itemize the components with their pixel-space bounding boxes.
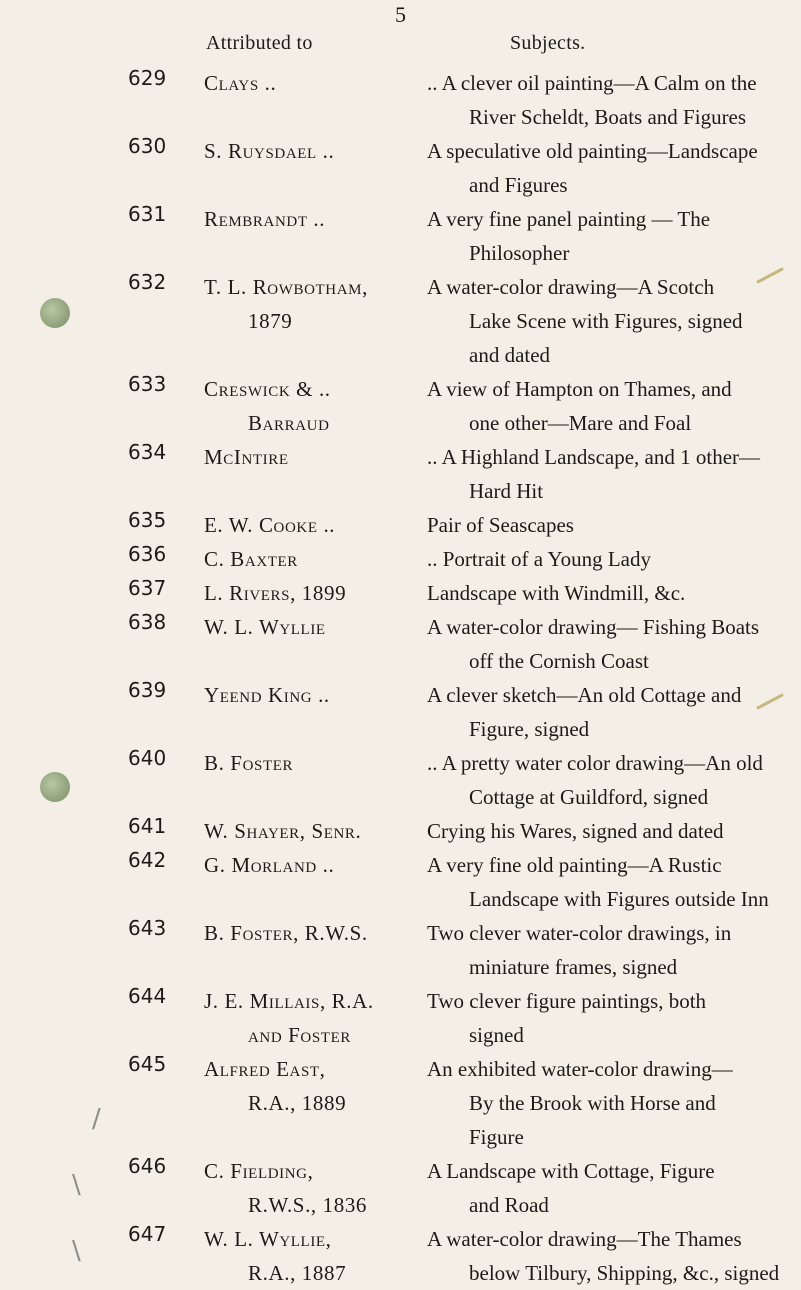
subject-line: Crying his Wares, signed and dated (427, 819, 724, 843)
list-item (0, 610, 801, 678)
list-item (0, 1222, 801, 1290)
subject-line: A very fine old painting—A Rustic (427, 853, 722, 877)
subject-line: A water-color drawing—The Thames (427, 1227, 742, 1251)
subject-line: A water-color drawing—A Scotch (427, 275, 715, 299)
subject-line: A clever sketch—An old Cottage and (427, 683, 742, 707)
artist-line: J. E. Millais, R.A. (204, 989, 374, 1013)
artist-line: R.W.S., 1836 (248, 1193, 368, 1217)
artist-line: R.A., 1889 (248, 1091, 347, 1115)
subject-line: A view of Hampton on Thames, and (427, 377, 732, 401)
lot-number: 642 (128, 848, 167, 872)
subject-line: and Figures (469, 173, 568, 197)
subject (427, 66, 793, 134)
artist-line: W. L. Wyllie, (204, 1227, 332, 1251)
margin-stamp (40, 772, 70, 802)
header-subjects: Subjects. (510, 32, 586, 54)
subject (427, 1222, 793, 1290)
lot-number: 633 (128, 372, 167, 396)
subject-line: Landscape with Figures outside Inn (469, 887, 769, 911)
artist-line: Yeend King .. (204, 683, 330, 707)
subject-line: Cottage at Guildford, signed (469, 785, 709, 809)
subject (427, 848, 793, 916)
subject-line: Pair of Seascapes (427, 513, 574, 537)
artist-line: W. Shayer, Senr. (204, 819, 362, 843)
artist-line: Creswick & .. (204, 377, 331, 401)
artist-line: 1879 (248, 309, 293, 333)
subject (427, 1154, 793, 1222)
lot-number: 645 (128, 1052, 167, 1076)
lot-number: 637 (128, 576, 167, 600)
subject-line: Figure, signed (469, 717, 590, 741)
lot-number: 631 (128, 202, 167, 226)
artist-line: S. Ruysdael .. (204, 139, 335, 163)
subject (427, 984, 793, 1052)
artist-line: G. Morland .. (204, 853, 335, 877)
subject-line: .. A Highland Landscape, and 1 other— (427, 445, 761, 469)
lot-number: 646 (128, 1154, 167, 1178)
subject-line: off the Cornish Coast (469, 649, 649, 673)
list-item (0, 678, 801, 746)
artist-line: C. Fielding, (204, 1159, 314, 1183)
artist-line: L. Rivers, 1899 (204, 581, 347, 605)
list-item (0, 440, 801, 508)
artist-line: B. Foster, R.W.S. (204, 921, 368, 945)
subject-line: A very fine panel painting — The (427, 207, 711, 231)
artist-line: B. Foster (204, 751, 294, 775)
subject (427, 508, 793, 542)
artist-line: Alfred East, (204, 1057, 326, 1081)
lot-number: 644 (128, 984, 167, 1008)
subject-line: Two clever water-color drawings, in (427, 921, 732, 945)
list-item (0, 270, 801, 372)
artist-line: Barraud (248, 411, 330, 435)
subject-line: signed (469, 1023, 524, 1047)
subject-line: and Road (469, 1193, 549, 1217)
subject-line: below Tilbury, Shipping, &c., signed (469, 1261, 780, 1285)
list-item (0, 746, 801, 814)
list-item (0, 848, 801, 916)
list-item (0, 1154, 801, 1222)
subject-line: miniature frames, signed (469, 955, 678, 979)
subject (427, 270, 793, 372)
artist-line: Rembrandt .. (204, 207, 326, 231)
list-item (0, 1052, 801, 1154)
subject (427, 202, 793, 270)
subject-line: River Scheldt, Boats and Figures (469, 105, 747, 129)
lot-number: 635 (128, 508, 167, 532)
subject (427, 610, 793, 678)
lot-number: 636 (128, 542, 167, 566)
subject (427, 814, 793, 848)
artist-line: E. W. Cooke .. (204, 513, 336, 537)
catalogue-entries (0, 66, 801, 1290)
lot-number: 630 (128, 134, 167, 158)
subject-line: Figure (469, 1125, 524, 1149)
subject-line: Philosopher (469, 241, 570, 265)
list-item (0, 984, 801, 1052)
subject-line: and dated (469, 343, 551, 367)
lot-number: 647 (128, 1222, 167, 1246)
subject-line: A Landscape with Cottage, Figure (427, 1159, 715, 1183)
header-attributed-to: Attributed to (206, 32, 313, 54)
list-item (0, 916, 801, 984)
lot-number: 641 (128, 814, 167, 838)
list-item (0, 576, 801, 610)
list-item (0, 202, 801, 270)
list-item (0, 508, 801, 542)
lot-number: 634 (128, 440, 167, 464)
subject (427, 440, 793, 508)
subject (427, 746, 793, 814)
lot-number: 640 (128, 746, 167, 770)
subject-line: Hard Hit (469, 479, 544, 503)
subject-line: one other—Mare and Foal (469, 411, 692, 435)
pencil-mark: / (92, 1104, 101, 1134)
list-item (0, 134, 801, 202)
list-item (0, 542, 801, 576)
subject-line: Two clever figure paintings, both (427, 989, 707, 1013)
subject-line: Landscape with Windmill, &c. (427, 581, 686, 605)
subject (427, 1052, 793, 1154)
subject (427, 678, 793, 746)
list-item (0, 814, 801, 848)
artist-line: T. L. Rowbotham, (204, 275, 368, 299)
lot-number: 632 (128, 270, 167, 294)
list-item (0, 66, 801, 134)
subject-line: By the Brook with Horse and (469, 1091, 716, 1115)
subject (427, 134, 793, 202)
subject-line: .. Portrait of a Young Lady (427, 547, 651, 571)
lot-number: 629 (128, 66, 167, 90)
subject-line: An exhibited water-color drawing— (427, 1057, 733, 1081)
pencil-mark: \ (72, 1170, 81, 1200)
subject-line: .. A pretty water color drawing—An old (427, 751, 763, 775)
subject-line: A speculative old painting—Landscape (427, 139, 758, 163)
lot-number: 643 (128, 916, 167, 940)
subject (427, 916, 793, 984)
artist-line: and Foster (248, 1023, 351, 1047)
artist-line: Clays .. (204, 71, 277, 95)
subject (427, 542, 793, 576)
page-number: 5 (395, 2, 406, 27)
pencil-mark: \ (72, 1236, 81, 1266)
subject-line: Lake Scene with Figures, signed (469, 309, 743, 333)
list-item (0, 372, 801, 440)
artist-line: R.A., 1887 (248, 1261, 347, 1285)
margin-stamp (40, 298, 70, 328)
artist-line: C. Baxter (204, 547, 298, 571)
lot-number: 638 (128, 610, 167, 634)
artist-line: W. L. Wyllie (204, 615, 326, 639)
subject-line: A water-color drawing— Fishing Boats (427, 615, 760, 639)
subject (427, 576, 793, 610)
subject-line: .. A clever oil painting—A Calm on the (427, 71, 757, 95)
lot-number: 639 (128, 678, 167, 702)
subject (427, 372, 793, 440)
artist-line: McIntire (204, 445, 289, 469)
